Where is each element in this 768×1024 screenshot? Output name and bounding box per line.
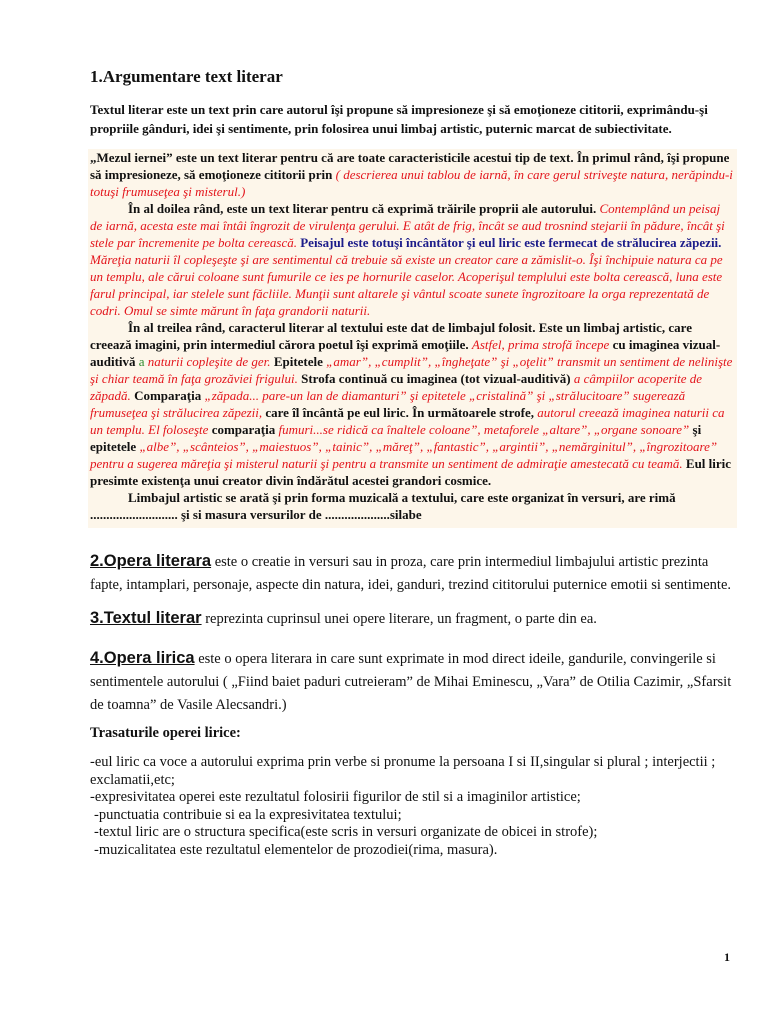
- analysis-box: [88, 149, 737, 528]
- red-italic-text: autorul creează imaginea naturii ca un templu. El foloseşte: [90, 405, 725, 437]
- bold-text: Comparaţia: [134, 388, 202, 403]
- bold-text: Strofa continuă cu imaginea (tot vizual-auditivă): [301, 371, 571, 386]
- blue-bold-text: Peisajul este totuşi încântător şi eul liric este fermecat de strălucirea zăpezii.: [300, 235, 722, 250]
- page-content: [90, 66, 735, 859]
- definition-opera-lirica: [90, 648, 735, 717]
- analysis-paragraph: [90, 200, 735, 319]
- traits-list: [90, 754, 735, 859]
- bold-text: care îl încântă pe eul liric. În următoarele strofe,: [265, 405, 534, 420]
- bold-text: În al treilea rând, caracterul literar al textului este dat de limbajul folosit. Este un limbaj artistic, care creează imagini, prin intermediul cărora poetul îşi exprimă emoţiile.: [90, 320, 692, 352]
- analysis-paragraph: [90, 149, 735, 200]
- red-italic-text: „albe”, „scânteios”, „maiestuos”, „tainic”, „măreţ”, „fantastic”, „argintii”, „nemărginitul”, „îngrozitoare” pentru a sugerea măreţia şi misterul naturii şi pentru a transmite un sentiment de admiraţie amestecată cu teamă.: [90, 439, 718, 471]
- traits-heading: Trasaturile operei lirice:: [90, 725, 241, 741]
- definition-text: este o creatie in versuri sau in proza, care prin intermediul limbajului artistic prezinta fapte, intamplari, personaje, aspecte din natura, idei, ganduri, trezind cititorului puternice emotii si sentimente.: [90, 554, 732, 593]
- bold-text: şi epitetele: [90, 422, 702, 454]
- bold-text: În al doilea rând, este un text literar pentru că exprimă trăirile proprii ale autorului.: [128, 201, 597, 216]
- definition-heading: 3.Textul literar: [90, 609, 202, 627]
- definition-opera-literara: [90, 551, 735, 597]
- bold-text: Eul liric presimte existenţa unui creator divin îndărătul acestei grandori cosmice.: [90, 456, 732, 488]
- trait-item: -expresivitatea operei este rezultatul folosirii figurilor de stil si a imaginilor artistice;: [90, 789, 581, 805]
- intro-paragraph: Textul literar este un text prin care autorul îşi propune să impresioneze şi să emoţioneze cititorii, exprimându-şi propriile gânduri, idei şi sentimente, prin folosirea unui limbaj artistic, puternic marcat de subiectivitate.: [90, 102, 708, 136]
- green-text: a: [138, 354, 145, 369]
- red-italic-text: Contemplând un peisaj de iarnă, acesta este mai întâi îngrozit de virulenţa gerului. E atât de frig, încât se aud trosnind stejarii în pădure, încât şi stele par încremenite pe bolta cerească.: [90, 201, 725, 250]
- trait-item: -muzicalitatea este rezultatul elementelor de prozodiei(rima, masura).: [94, 841, 498, 858]
- red-italic-text: Astfel, prima strofă începe: [471, 337, 610, 352]
- red-italic-text: fumuri...se ridică ca înaltele coloane”, metaforele „altare”, „organe sonoare”: [278, 422, 690, 437]
- definition-text: este o opera literara in care sunt exprimate in mod direct ideile, gandurile, convingerile si sentimentele autorului ( „Fiind baiet paduri cutreieram” de Mihai Eminescu, „Vara” de Otilia Cazimir, „Sfarsit de toamna” de Vasile Alecsandri.): [90, 651, 732, 713]
- red-italic-text: „amar”, „cumplit”, „îngheţate” şi „oţelit” transmit un sentiment de nelinişte şi chiar teamă în faţa grozăviei frigului.: [90, 354, 733, 386]
- red-italic-text: ( descrierea unui tablou de iarnă, în care gerul striveşte natura, nerăpindu-i totuşi frumuseţea şi misterul.): [90, 167, 733, 199]
- analysis-paragraph: [90, 319, 735, 489]
- bold-text: „Mezul iernei” este un text literar pentru că are toate caracteristicile acestui tip de text. În primul rând, îşi propune să impresioneze, să emoţioneze cititorii prin: [90, 150, 730, 182]
- definition-heading: 4.Opera lirica: [90, 649, 195, 667]
- page-number: 1: [724, 950, 730, 964]
- bold-text: Epitetele: [273, 354, 323, 369]
- trait-item: -textul liric are o structura specifica(este scris in versuri organizate de obicei in strofe);: [94, 824, 598, 840]
- red-italic-text: a câmpiilor acoperite de zăpadă.: [90, 371, 703, 403]
- bold-text: cu imaginea vizual-auditivă: [90, 337, 721, 369]
- red-italic-text: naturii copleşite de ger.: [147, 354, 271, 369]
- bold-text: Limbajul artistic se arată şi prin forma muzicală a textului, care este organizat în versuri, are rimă ........................... şi si masura versurilor de ....................silabe: [90, 490, 676, 522]
- definition-textul-literar: [90, 608, 735, 631]
- trait-item: -eul liric ca voce a autorului exprima prin verbe si pronume la persoana I si II,singular si plural ; interjectii ; exclamatii,etc;: [90, 754, 716, 788]
- red-italic-text: Măreţia naturii îl copleşeşte şi are sentimentul că trebuie să existe un creator care a zămislit-o. Îşi închipuie natura ca pe un templu, ale cărui coloane sunt fumurile ce ies pe hornurile caselor. Acoperişul templului este bolta cerească, luna este farul principal, iar stelele sunt făcliile. Munţii sunt altarele şi vântul scoate sunete îngrozitoare la orga reprezentată de codri. Omul se simte mărunt în faţa grandorii naturii.: [90, 252, 723, 318]
- trait-item: -punctuatia contribuie si ea la expresivitatea textului;: [94, 806, 402, 823]
- definition-heading: 2.Opera literara: [90, 552, 212, 570]
- red-italic-text: „zăpada... pare-un lan de diamanturi” şi epitetele „cristalină” şi „strălucitoare” sugerează frumuseţea şi strălucirea zăpezii,: [90, 388, 686, 420]
- analysis-paragraph: [90, 489, 735, 523]
- bold-text: comparaţia: [211, 422, 276, 437]
- definition-text: reprezinta cuprinsul unei opere literare, un fragment, o parte din ea.: [205, 611, 597, 627]
- section-title: 1.Argumentare text literar: [90, 67, 283, 86]
